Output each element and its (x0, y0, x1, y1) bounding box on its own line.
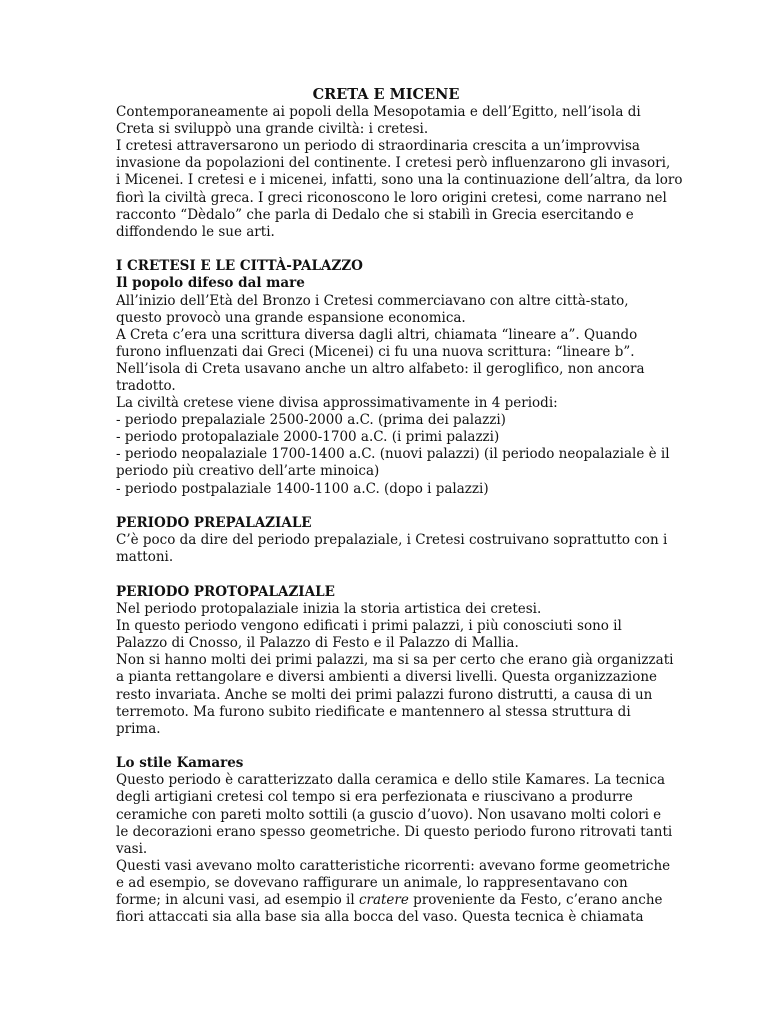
text-line: Non si hanno molti dei primi palazzi, ma si sa per certo che erano già organizzati (116, 652, 674, 669)
section-subheading: Il popolo difeso dal mare (116, 275, 305, 292)
text-line: a pianta rettangolare e diversi ambienti a diversi livelli. Questa organizzazione (116, 669, 658, 686)
document-page (116, 86, 683, 926)
section-cretesi (116, 258, 670, 497)
intro-line: i Micenei. I cretesi e i micenei, infatti, sono una la continuazione dell’altra, da loro (116, 172, 683, 189)
text-line: mattoni. (116, 549, 174, 566)
text-line: prima. (116, 720, 161, 737)
section-kamares (116, 755, 673, 926)
text-line: fiori attaccati sia alla base sia alla bocca del vaso. Questa tecnica è chiamata (116, 909, 644, 926)
section-heading: I CRETESI E LE CITTÀ-PALAZZO (116, 258, 363, 275)
intro-line: Contemporaneamente ai popoli della Mesopotamia e dell’Egitto, nell’isola di (116, 104, 641, 121)
section-prepalaziale (116, 515, 668, 566)
section-heading: Lo stile Kamares (116, 755, 244, 772)
text-line: resto invariata. Anche se molti dei primi palazzi furono distrutti, a causa di un (116, 686, 653, 703)
section-protopalaziale (116, 583, 674, 738)
text-line: Questi vasi avevano molto caratteristiche ricorrenti: avevano forme geometriche (116, 857, 671, 874)
intro-line: invasione da popolazioni del continente. I cretesi però influenzarono gli invasori, (116, 155, 671, 172)
text-line: A Creta c’era una scrittura diversa dagli altri, chiamata “lineare a”. Quando (116, 326, 638, 343)
section-heading: PERIODO PREPALAZIALE (116, 515, 312, 532)
text-line: e ad esempio, se dovevano raffigurare un animale, lo rappresentavano con (116, 874, 628, 891)
list-item: - periodo prepalaziale 2500-2000 a.C. (prima dei palazzi) (116, 412, 506, 429)
text-line: questo provocò una grande espansione economica. (116, 309, 466, 326)
intro-line: fiorì la civiltà greca. I greci riconoscono le loro origini cretesi, come narrano nel (116, 189, 667, 206)
text-line: terremoto. Ma furono subito riedificate e mantennero al stessa struttura di (116, 703, 631, 720)
text-line: le decorazioni erano spesso geometriche. Di questo periodo furono ritrovati tanti (116, 823, 673, 840)
text-line: C’è poco da dire del periodo prepalaziale, i Cretesi costruivano soprattutto con i (116, 532, 668, 549)
text-line: furono influenzati dai Greci (Micenei) ci fu una nuova scrittura: “lineare b”. (116, 343, 635, 360)
intro-line: diffondendo le sue arti. (116, 223, 275, 240)
text-line: vasi. (116, 840, 148, 857)
text-line: Nel periodo protopalaziale inizia la storia artistica dei cretesi. (116, 601, 542, 618)
text-line: tradotto. (116, 378, 176, 394)
text-line: La civiltà cretese viene divisa approssimativamente in 4 periodi: (116, 395, 558, 412)
text-line-with-italic (116, 892, 663, 909)
intro-line: racconto “Dèdalo” che parla di Dedalo che si stabilì in Grecia esercitando e (116, 206, 634, 223)
text-line: In questo periodo vengono edificati i primi palazzi, i più conosciuti sono il (116, 618, 622, 635)
intro-line: Creta si sviluppò una grande civiltà: i cretesi. (116, 121, 429, 138)
section-heading: PERIODO PROTOPALAZIALE (116, 583, 335, 600)
document-title: CRETA E MICENE (312, 86, 460, 103)
list-item-continuation: periodo più creativo dell’arte minoica) (116, 463, 380, 480)
intro-line: I cretesi attraversarono un periodo di straordinaria crescita a un’improvvisa (116, 138, 640, 155)
text-line: Questo periodo è caratterizzato dalla ceramica e dello stile Kamares. La tecnica (116, 772, 666, 789)
text-line: All’inizio dell’Età del Bronzo i Cretesi commerciavano con altre città-stato, (116, 292, 629, 309)
text-fragment: forme; in alcuni vasi, ad esempio il (116, 892, 359, 909)
list-item: - periodo postpalaziale 1400-1100 a.C. (dopo i palazzi) (116, 480, 489, 497)
text-line: Nell’isola di Creta usavano anche un altro alfabeto: il geroglifico, non ancora (116, 360, 645, 377)
list-item: - periodo neopalaziale 1700-1400 a.C. (nuovi palazzi) (il periodo neopalaziale è il (116, 446, 670, 463)
text-line: degli artigiani cretesi col tempo si era perfezionata e riuscivano a produrre (116, 789, 633, 806)
text-line: ceramiche con pareti molto sottili (a guscio d’uovo). Non usavano molti colori e (116, 806, 662, 823)
intro-paragraph (116, 104, 683, 241)
italic-term: cratere (358, 892, 409, 909)
list-item: - periodo protopalaziale 2000-1700 a.C. (i primi palazzi) (116, 429, 500, 446)
text-fragment: proveniente da Festo, c’erano anche (408, 892, 663, 909)
text-line: Palazzo di Cnosso, il Palazzo di Festo e il Palazzo di Mallia. (116, 635, 519, 652)
